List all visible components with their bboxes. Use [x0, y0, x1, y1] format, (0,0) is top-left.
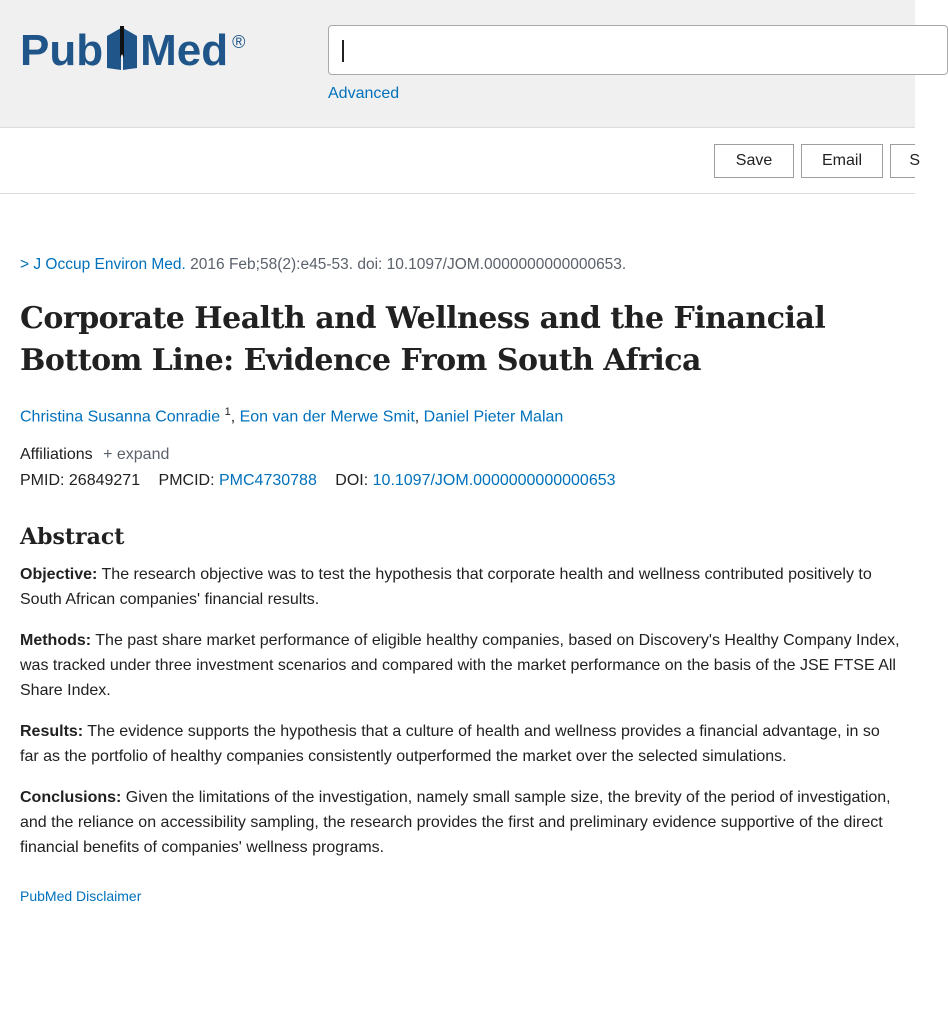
section-label: Results:: [20, 723, 84, 741]
abstract-results: [20, 719, 900, 769]
doi-label: DOI:: [335, 472, 369, 490]
article-content: [20, 250, 900, 906]
header: [0, 0, 915, 128]
send-to-button[interactable]: [890, 144, 920, 178]
section-label: Methods:: [20, 632, 92, 650]
section-label: Conclusions:: [20, 789, 122, 807]
email-button[interactable]: Email: [801, 144, 883, 178]
expand-affiliations-button[interactable]: + expand: [103, 446, 170, 464]
doi-link[interactable]: 10.1097/JOM.0000000000000653: [372, 472, 616, 490]
abstract-conclusions: [20, 785, 900, 860]
abstract-heading: Abstract: [20, 524, 125, 551]
search-input[interactable]: [328, 25, 948, 75]
section-text: The research objective was to test the hypothesis that corporate health and wellness contributed positively to South African companies' financial results.: [20, 566, 872, 609]
pmcid-link[interactable]: PMC4730788: [219, 472, 317, 490]
logo-text-med: Med: [140, 26, 229, 75]
identifiers-row: [20, 472, 900, 490]
chevron-right-icon: >: [20, 256, 30, 273]
pubmed-disclaimer-link[interactable]: PubMed Disclaimer: [20, 888, 142, 905]
author-list: Christina Susanna Conradie $^1$, Eon van der Merwe Smit, Daniel Pieter Malan: [20, 406, 564, 426]
abstract-methods: [20, 628, 900, 703]
pmcid-label: PMCID:: [158, 472, 215, 490]
pubmed-logo[interactable]: [20, 26, 245, 96]
save-button[interactable]: Save: [714, 144, 794, 178]
author-link[interactable]: Daniel Pieter Malan: [423, 408, 564, 426]
affiliations-label: Affiliations: [20, 446, 93, 464]
section-text: Given the limitations of the investigation, namely small sample size, the brevity of the period of investigation, and the reliance on accessibility sampling, the research provides the first and preliminary evidence supportive of the direct financial benefits of companies' wellness programs.: [20, 789, 891, 857]
text-caret: [342, 40, 344, 62]
citation-line: [20, 250, 900, 280]
section-text: The evidence supports the hypothesis that a culture of health and wellness provides a financial advantage, in so far as the portfolio of healthy companies consistently outperformed the market over the selected simulations.: [20, 723, 880, 766]
send-to-label: S: [909, 152, 920, 169]
pmid-value: 26849271: [68, 472, 141, 490]
author-link[interactable]: Christina Susanna Conradie: [20, 408, 221, 426]
journal-link[interactable]: [20, 256, 186, 273]
affiliations-row: [20, 446, 900, 464]
abstract-objective: [20, 562, 900, 612]
book-icon: [105, 24, 139, 72]
article-title: Corporate Health and Wellness and the Financial Bottom Line: Evidence From South Africa: [20, 301, 826, 378]
action-toolbar: [0, 128, 920, 194]
journal-name: J Occup Environ Med.: [33, 256, 186, 273]
pmid-label: PMID:: [20, 472, 65, 490]
advanced-search-link[interactable]: Advanced: [328, 85, 400, 102]
citation-details: 2016 Feb;58(2):e45-53. doi: 10.1097/JOM.0000000000000653.: [190, 256, 627, 273]
logo-text-pub: Pub: [20, 26, 104, 75]
author-link[interactable]: Eon van der Merwe Smit: [239, 408, 415, 426]
section-label: Objective:: [20, 566, 98, 584]
section-text: The past share market performance of eligible healthy companies, based on Discovery's Healthy Company Index, was tracked under three investment scenarios and compared with the market performance on the basis of the JSE FTSE All Share Index.: [20, 632, 900, 700]
registered-mark: ®: [232, 32, 246, 52]
affiliation-superscript[interactable]: 1: [224, 406, 231, 418]
